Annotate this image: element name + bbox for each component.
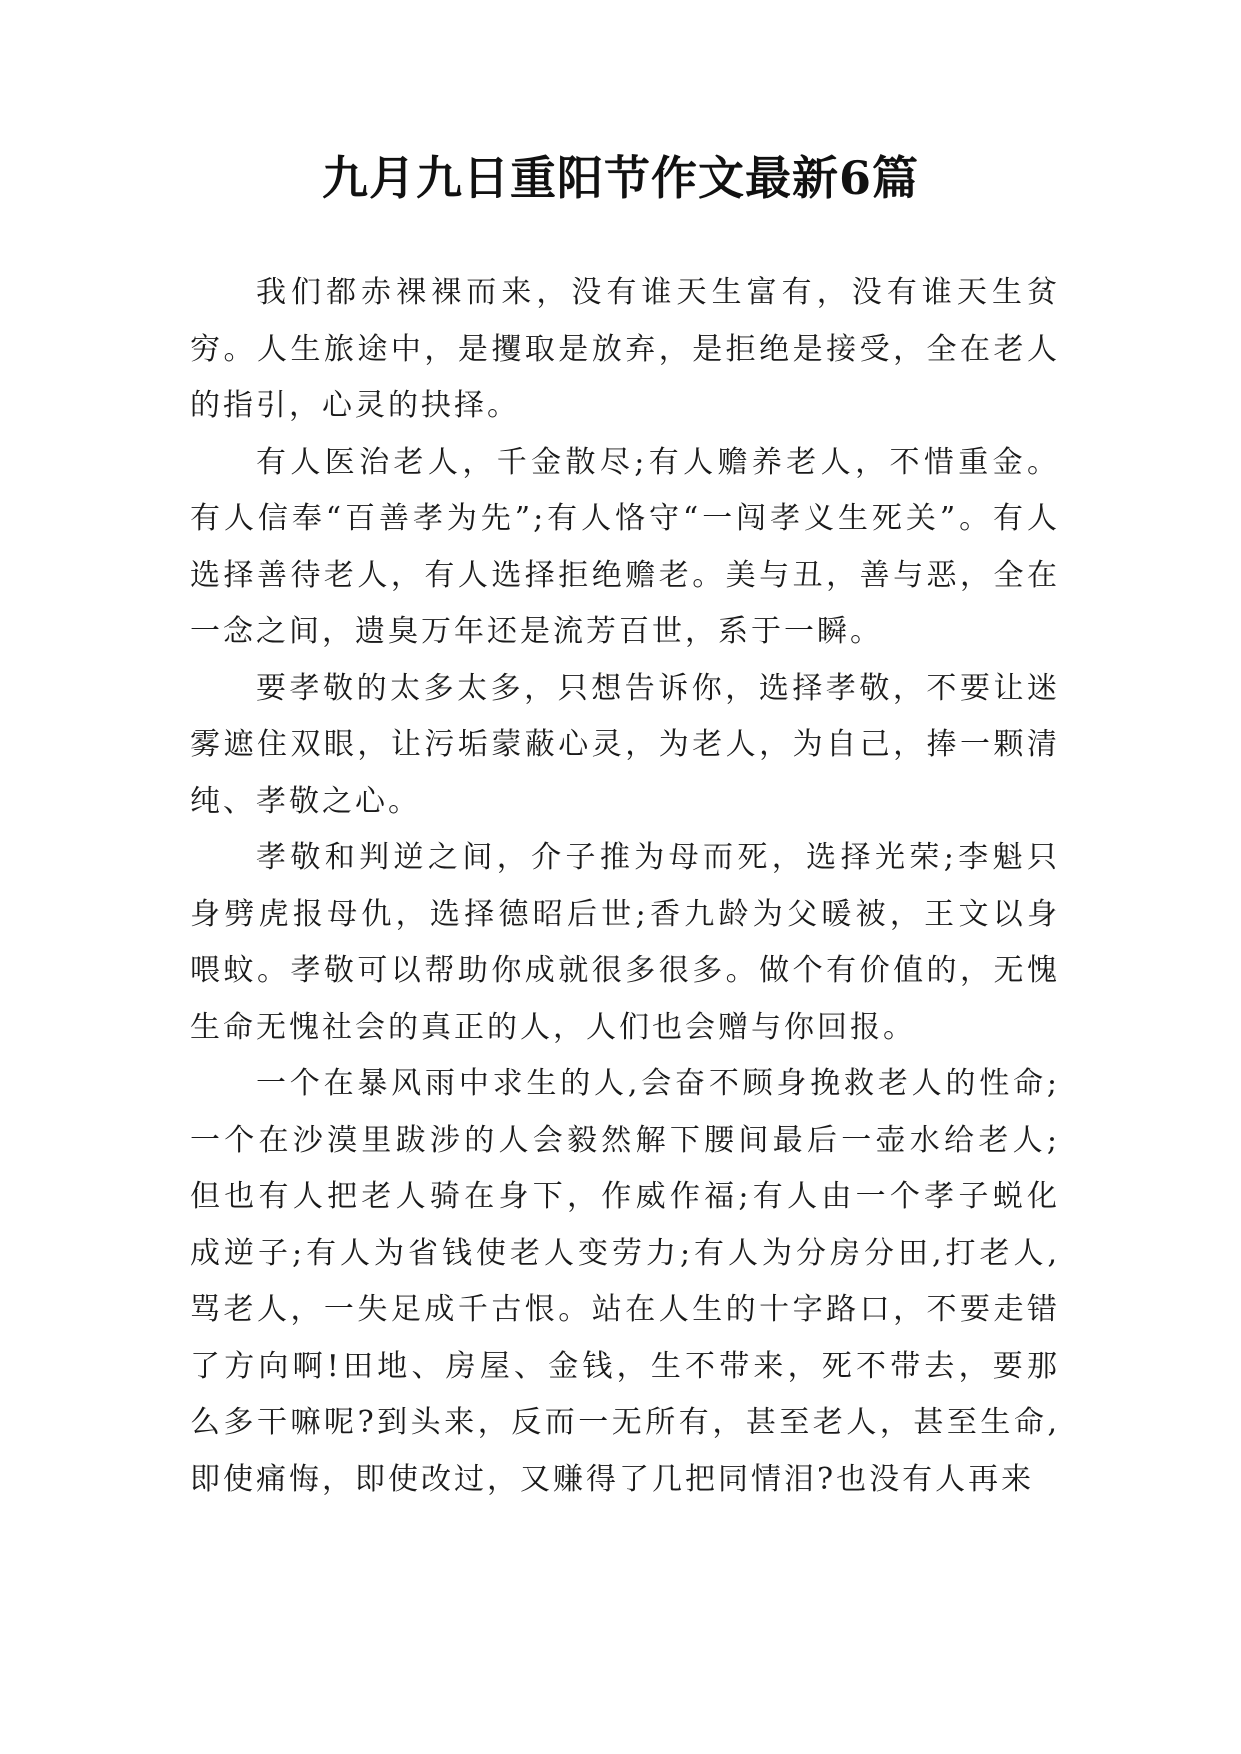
paragraph: 我们都赤裸裸而来，没有谁天生富有，没有谁天生贫穷。人生旅途中，是攫取是放弃，是拒绝是接受，全在老人的指引，心灵的抉择。: [190, 275, 1060, 423]
paragraph: 要孝敬的太多太多，只想告诉你，选择孝敬，不要让迷雾遮住双眼，让污垢蒙蔽心灵，为老人，为自己，捧一颗清纯、孝敬之心。: [190, 670, 1060, 819]
paragraph: 孝敬和判逆之间，介子推为母而死，选择光荣;李魁只身劈虎报母仇，选择德昭后世;香九龄为父暖被，王文以身喂蚊。孝敬可以帮助你成就很多很多。做个有价值的，无愧生命无愧社会的真正的人，人们也会赠与你回报。: [190, 840, 1060, 1045]
document-title: 九月九日重阳节作文最新6篇: [321, 151, 919, 205]
document-body: [190, 265, 1060, 1508]
paragraph: 一个在暴风雨中求生的人,会奋不顾身挽救老人的性命;一个在沙漠里跋涉的人会毅然解下腰间最后一壶水给老人;但也有人把老人骑在身下，作威作福;有人由一个孝子蜕化成逆子;有人为省钱使老人变劳力;有人为分房分田,打老人,骂老人，一失足成千古恨。站在人生的十字路口，不要走错了方向啊!田地、房屋、金钱，生不带来，死不带去，要那么多干嘛呢?到头来，反而一无所有，甚至老人，甚至生命,即使痛悔，即使改过，又赚得了几把同情泪?也没有人再来: [190, 1066, 1060, 1497]
paragraph: 有人医治老人，千金散尽;有人赡养老人，不惜重金。有人信奉“百善孝为先”;有人恪守“一闯孝义生死关”。有人选择善待老人，有人选择拒绝赡老。美与丑，善与恶，全在一念之间，遗臭万年还是流芳百世，系于一瞬。: [190, 444, 1060, 649]
